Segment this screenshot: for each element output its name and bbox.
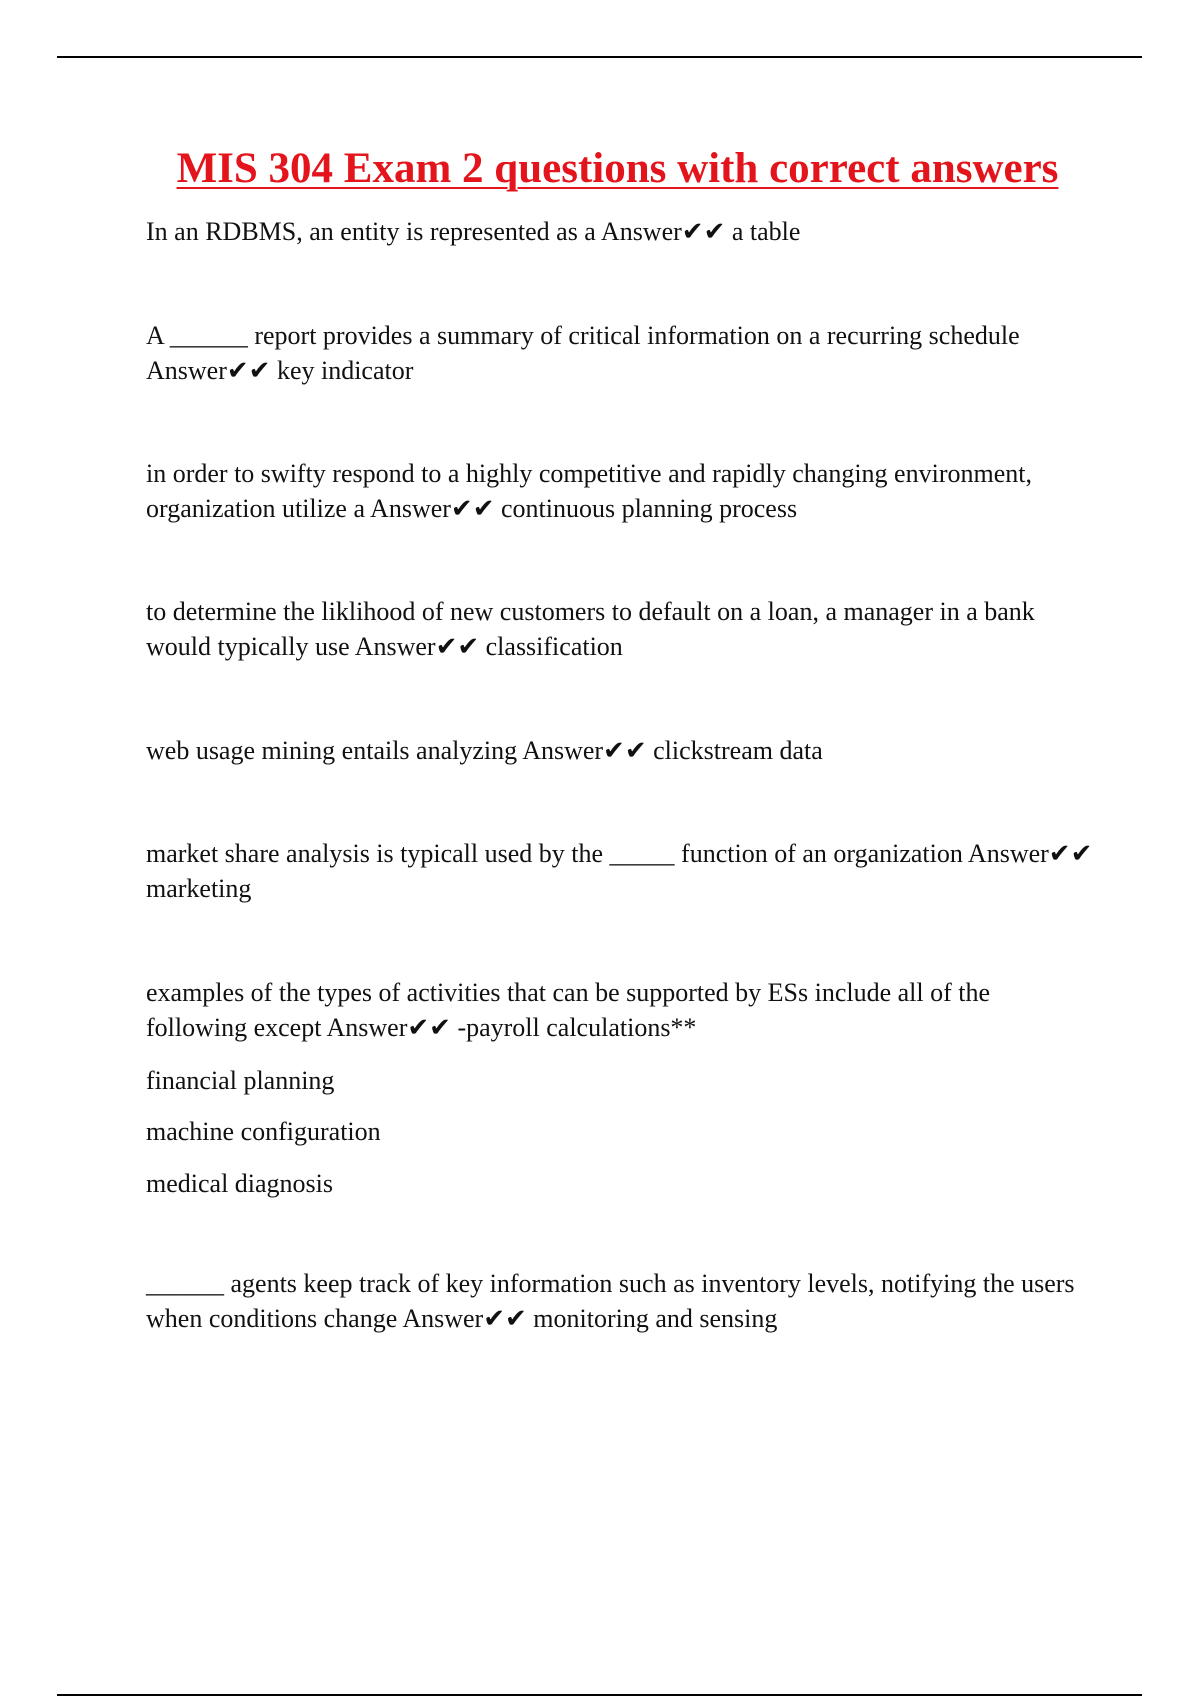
document-title: MIS 304 Exam 2 questions with correct answers	[176, 145, 1059, 192]
qa-item-4: to determine the liklihood of new customers to default on a loan, a manager in a bank would typically use Answer✔✔ classification	[146, 597, 1035, 661]
qa-item-8: ______ agents keep track of key information such as inventory levels, notifying the users when conditions change Answer✔✔ monitoring and sensing	[146, 1269, 1075, 1333]
bottom-rule	[57, 1694, 1142, 1696]
qa-item-7: examples of the types of activities that can be supported by ESs include all of the following except Answer✔✔ -payroll calculations**	[146, 978, 991, 1042]
qa-item-7-option-3: medical diagnosis	[146, 1169, 334, 1198]
qa-item-6: market share analysis is typicall used by the _____ function of an organization Answer✔✔ marketing	[146, 839, 1093, 903]
qa-item-5: web usage mining entails analyzing Answer✔✔ clickstream data	[146, 736, 823, 765]
qa-item-3: in order to swifty respond to a highly competitive and rapidly changing environment, organization utilize a Answer✔✔ continuous planning process	[146, 459, 1032, 523]
qa-item-7-option-2: machine configuration	[146, 1117, 381, 1146]
qa-item-7-option-1: financial planning	[146, 1066, 335, 1095]
qa-item-2: A ______ report provides a summary of critical information on a recurring schedule Answer✔✔ key indicator	[146, 321, 1020, 385]
top-rule	[57, 56, 1142, 58]
qa-item-1: In an RDBMS, an entity is represented as a Answer✔✔ a table	[146, 217, 801, 246]
